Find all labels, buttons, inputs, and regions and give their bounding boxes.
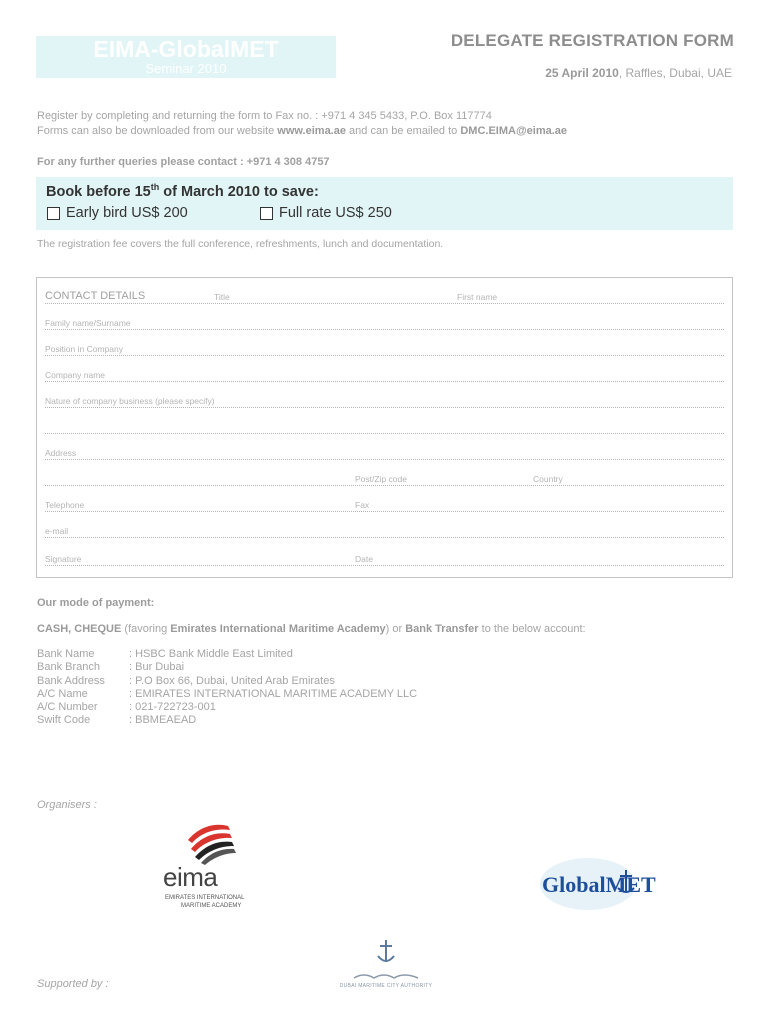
bank-value: : P.O Box 66, Dubai, United Arab Emirates — [129, 674, 335, 687]
supported-by-label: Supported by : — [37, 978, 109, 990]
email-row[interactable] — [45, 524, 724, 538]
intro-line-2 — [37, 124, 567, 139]
bank-value: : HSBC Bank Middle East Limited — [129, 648, 293, 660]
queries-contact: For any further queries please contact : +971 4 308 4757 — [37, 156, 330, 168]
early-bird-checkbox[interactable] — [47, 207, 60, 220]
contact-details-title: CONTACT DETAILS — [45, 290, 146, 302]
signature-label: Signature — [45, 554, 82, 564]
globalmet-logo-icon — [538, 856, 656, 912]
company-name-row[interactable] — [45, 368, 724, 382]
nature-label: Nature of company business (please specify) — [45, 396, 215, 406]
eima-subtitle — [165, 894, 244, 910]
banner-subtitle: Seminar 2010 — [145, 61, 227, 76]
date-label: Date — [355, 554, 373, 564]
bank-row — [37, 661, 417, 674]
bank-key: A/C Name — [37, 687, 88, 700]
organisers-label: Organisers : — [37, 799, 97, 811]
family-name-row[interactable] — [45, 316, 724, 330]
eima-subtitle-2: MARITIME ACADEMY — [181, 903, 242, 909]
bank-row — [37, 648, 417, 661]
header-banner — [36, 36, 336, 78]
fee-note: The registration fee covers the full conference, refreshments, lunch and documentation. — [37, 238, 444, 250]
address-label: Address — [45, 448, 77, 458]
nature-row-2[interactable] — [45, 420, 724, 434]
bank-value: : EMIRATES INTERNATIONAL MARITIME ACADEMY LLC — [129, 687, 418, 700]
email-label: e-mail — [45, 526, 69, 536]
first-name-label: First name — [457, 292, 498, 302]
early-bird-label: Early bird US$ 200 — [66, 205, 188, 221]
pricing-box — [36, 177, 733, 230]
full-rate-checkbox[interactable] — [260, 207, 273, 220]
form-title: DELEGATE REGISTRATION FORM — [450, 31, 734, 50]
dmca-name: DUBAI MARITIME CITY AUTHORITY — [339, 983, 433, 989]
address-row[interactable] — [45, 446, 724, 460]
book-sup: th — [150, 182, 160, 192]
bank-value: : Bur Dubai — [129, 661, 185, 674]
banner-title: EIMA-GlobalMET — [93, 36, 279, 62]
family-name-label: Family name/Surname — [45, 318, 131, 328]
payment-method-transfer: Bank Transfer — [405, 623, 479, 635]
payment-method-cash: CASH, CHEQUE — [37, 623, 122, 635]
postcode-label: Post/Zip code — [355, 474, 407, 484]
bank-row — [37, 701, 417, 714]
website-link[interactable]: www.eima.ae — [277, 125, 346, 137]
bank-row — [37, 675, 417, 688]
bank-key: A/C Number — [37, 701, 98, 714]
event-line — [545, 66, 732, 80]
bank-row — [37, 688, 417, 701]
globalmet-wordmark: GlobalMET — [542, 872, 656, 897]
fax-label: Fax — [355, 500, 370, 510]
payment-title: Our mode of payment: — [37, 597, 155, 609]
bank-key: Swift Code — [37, 714, 91, 727]
bank-details-table — [37, 648, 417, 728]
intro-line-2-mid: and can be emailed to — [345, 125, 461, 137]
telephone-label: Telephone — [45, 500, 85, 510]
payment-methods — [37, 623, 586, 635]
book-prefix: Book before 15 — [46, 183, 151, 200]
company-name-label: Company name — [45, 370, 106, 380]
full-rate-option[interactable] — [260, 205, 392, 221]
payment-methods-d: ) or — [385, 623, 406, 635]
event-date: 25 April 2010 — [545, 66, 619, 80]
bank-key: Bank Branch — [37, 661, 100, 674]
intro-line-1: Register by completing and returning the form to Fax no. : +971 4 345 5433, P.O. Box 117774 — [37, 110, 492, 122]
book-before-heading — [46, 182, 319, 200]
bank-value: : 021-722723-001 — [129, 701, 216, 714]
full-rate-label: Full rate US$ 250 — [279, 205, 392, 221]
payment-favoring: Emirates International Maritime Academy — [170, 623, 386, 635]
payment-methods-f: to the below account: — [478, 623, 586, 635]
payment-methods-b: (favoring — [121, 623, 171, 635]
bank-row — [37, 714, 417, 727]
country-label: Country — [533, 474, 563, 484]
bank-value: : BBMEAEAD — [129, 714, 197, 727]
eima-subtitle-1: EMIRATES INTERNATIONAL — [165, 895, 245, 901]
bank-key: Bank Address — [37, 674, 105, 687]
book-suffix: of March 2010 to save: — [159, 183, 319, 200]
position-row[interactable] — [45, 342, 724, 356]
position-label: Position in Company — [45, 344, 123, 354]
postcode-row[interactable] — [45, 472, 724, 486]
telephone-row[interactable] — [45, 498, 724, 512]
nature-row[interactable] — [45, 394, 724, 408]
name-row[interactable] — [45, 290, 724, 304]
title-label: Title — [214, 292, 230, 302]
email-link[interactable]: DMC.EIMA@eima.ae — [460, 125, 568, 137]
intro-text — [37, 109, 567, 139]
eima-wordmark: eima — [163, 862, 218, 892]
bank-key: Bank Name — [37, 648, 95, 660]
signature-row[interactable] — [45, 552, 724, 566]
event-location: , Raffles, Dubai, UAE — [618, 66, 732, 80]
early-bird-option[interactable] — [47, 205, 188, 221]
intro-line-2-prefix: Forms can also be downloaded from our website — [37, 125, 278, 137]
contact-details-box — [36, 277, 733, 578]
